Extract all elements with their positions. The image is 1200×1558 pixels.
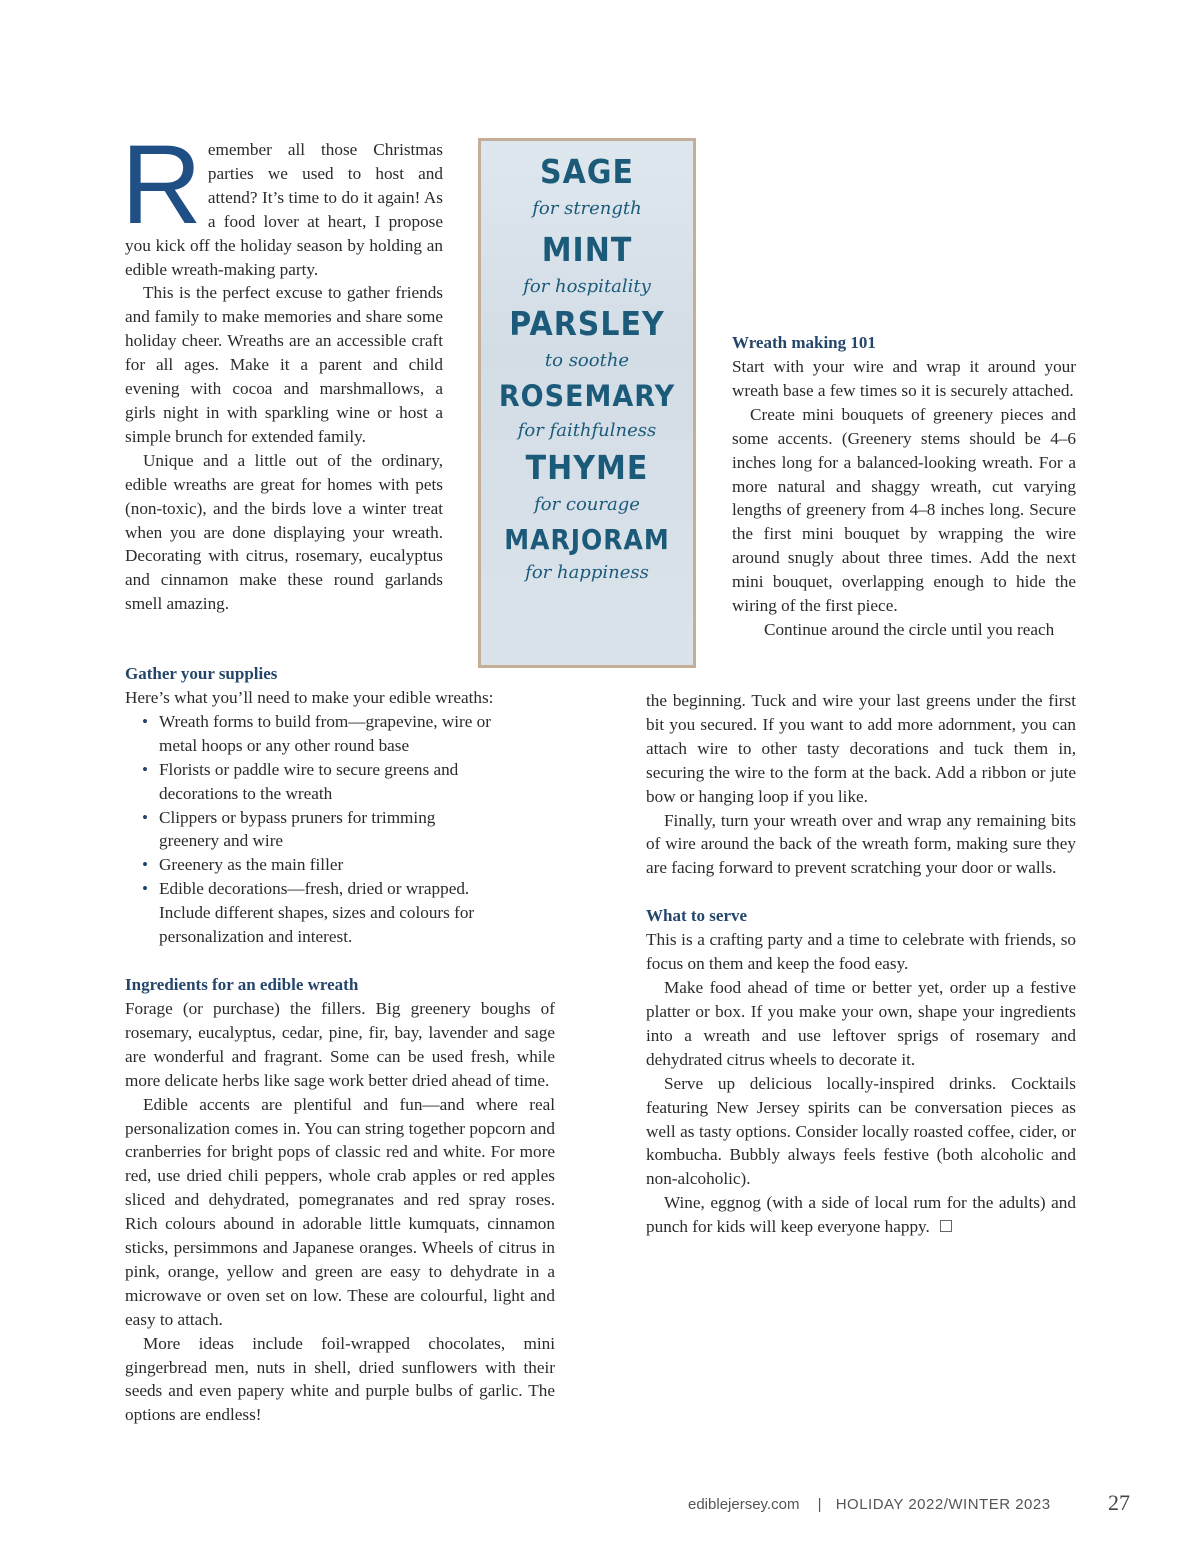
list-item: • Florists or paddle wire to secure greens and decorations to the wreath (159, 758, 499, 806)
serve-paragraph-4-text: Wine, eggnog (with a side of local rum for the adults) and punch for kids will keep everyone happy. (646, 1193, 1076, 1237)
right-upper-column (732, 331, 1076, 642)
end-mark-icon (940, 1220, 952, 1232)
wreath-101-paragraph-3-continued: the beginning. Tuck and wire your last greens under the first bit you secured. If you want to add more adornment, you can attach wire to other tasty decorations and tuck them in, securing the wire to the form at the back. Add a ribbon or jute bow or hanging loop if you like. (646, 691, 1076, 806)
page-number: 27 (1108, 1490, 1130, 1515)
footer-site: ediblejersey.com (688, 1496, 800, 1513)
footer-separator: | (817, 1496, 822, 1513)
sign-herb-name: PARSLEY (509, 305, 665, 344)
list-item: • Wreath forms to build from—grapevine, wire or metal hoops or any other round base (159, 710, 509, 758)
footer (688, 1496, 1051, 1513)
right-lower-column (646, 689, 1076, 1239)
serve-paragraph-1: This is a crafting party and a time to celebrate with friends, so focus on them and keep the food easy. (646, 930, 1076, 974)
sign-herb-meaning: for strength (532, 198, 642, 219)
left-lower-column (125, 662, 555, 1427)
ingredients-heading: Ingredients for an edible wreath (125, 974, 359, 994)
supplies-list (125, 710, 555, 949)
list-item: • Clippers or bypass pruners for trimming greenery and wire (159, 806, 479, 854)
serve-paragraph-2: Make food ahead of time or better yet, order up a festive platter or box. If you make your own, shape your ingredients into a wreath and use leftover sprigs of rosemary and dehydrated citrus wheels to decorate it. (646, 978, 1076, 1069)
list-item: • Greenery as the main filler (159, 853, 555, 877)
sign-herb-meaning: for faithfulness (517, 420, 657, 441)
supplies-intro: Here’s what you’ll need to make your edible wreaths: (125, 688, 494, 707)
intro-paragraph-2: This is the perfect excuse to gather friends and family to make memories and share some holiday cheer. Wreaths are an accessible craft for all ages. Make it a parent and child evening with cocoa and marshmallows, a girls night in with sparkling wine or host a simple brunch for extended family. (125, 283, 443, 446)
drop-cap: R (121, 122, 202, 247)
wreath-101-paragraph-2: Create mini bouquets of greenery pieces and some accents. (Greenery stems should be 4–6 inches long for a balanced-looking wreath. For a more natural and shaggy wreath, cut varying lengths of greenery from 4–8 inches long. Secure the first mini bouquet by wrapping the wire around snugly about three times. Add the next mini bouquet, overlapping enough to hide the wiring of the first piece. (732, 404, 1076, 616)
sign-herb-name: THYME (525, 449, 649, 488)
sign-herb-meaning: to soothe (544, 350, 630, 371)
supplies-heading: Gather your supplies (125, 664, 278, 683)
serve-heading: What to serve (646, 906, 748, 926)
intro-paragraph-3: Unique and a little out of the ordinary, edible wreaths are great for homes with pets (non-toxic), and the birds love a winter treat when you are done displaying your wreath. Decorating with citrus, rosemary, eucalyptus and cinnamon make these round garlands smell amazing. (125, 450, 443, 614)
herb-sign-image (478, 138, 696, 668)
wreath-101-paragraph-3-start: Continue around the circle until you reach (764, 619, 1055, 639)
wreath-101-heading: Wreath making 101 (732, 333, 876, 352)
ingredients-paragraph-2: Edible accents are plentiful and fun—and where real personalization comes in. You can string together popcorn and cranberries for bright pops of classic red and white. For more red, use dried chili peppers, whole crab apples or red apples sliced and dehydrated, pomegranates and red spray roses. Rich colours abound in adorable little kumquats, cinnamon sticks, persimmons and Japanese oranges. Wheels of citrus in pink, orange, yellow and green are easy to dehydrate in a microwave or oven set on low. These are colourful, light and easy to attach. (125, 1094, 555, 1329)
sign-herb-name: MINT (541, 231, 633, 270)
sign-herb-name: MARJORAM (504, 523, 670, 556)
sign-herb-meaning: for courage (534, 494, 640, 515)
list-item: • Edible decorations—fresh, dried or wrapped. Include different shapes, sizes and colours for personalization and interest. (159, 877, 509, 949)
left-column (121, 122, 443, 616)
ingredients-paragraph-3: More ideas include foil-wrapped chocolates, mini gingerbread men, nuts in shell, dried sunflowers with their seeds and even papery white and purple bulbs of garlic. The options are endless! (125, 1333, 555, 1425)
footer-issue: HOLIDAY 2022/WINTER 2023 (835, 1496, 1051, 1513)
sign-herb-meaning: for happiness (525, 562, 649, 583)
wreath-101-paragraph-1: Start with your wire and wrap it around your wreath base a few times so it is securely attached. (732, 357, 1076, 400)
serve-paragraph-4 (646, 1191, 1076, 1239)
ingredients-paragraph-1: Forage (or purchase) the fillers. Big greenery boughs of rosemary, eucalyptus, cedar, pine, fir, bay, lavender and sage are wonderful and fragrant. Some can be used fresh, while more delicate herbs like sage work better dried ahead of time. (125, 998, 555, 1090)
wreath-101-paragraph-4: Finally, turn your wreath over and wrap any remaining bits of wire around the back of the wreath form, making sure they are facing forward to prevent scratching your door or walls. (646, 810, 1076, 878)
sign-herb-name: SAGE (540, 153, 634, 192)
sign-herb-name: ROSEMARY (498, 379, 676, 414)
serve-paragraph-3: Serve up delicious locally-inspired drinks. Cocktails featuring New Jersey spirits can be conversation pieces as well as tasty options. Consider locally roasted coffee, cider, or kombucha. Bubbly always feels festive (both alcoholic and non-alcoholic). (646, 1073, 1076, 1189)
intro-paragraph-1: emember all those Christmas parties we used to host and attend? It’s time to do it again! As a food lover at heart, I propose you kick off the holiday season by holding an edible wreath-making party. (125, 140, 443, 279)
sign-herb-meaning: for hospitality (523, 276, 651, 297)
